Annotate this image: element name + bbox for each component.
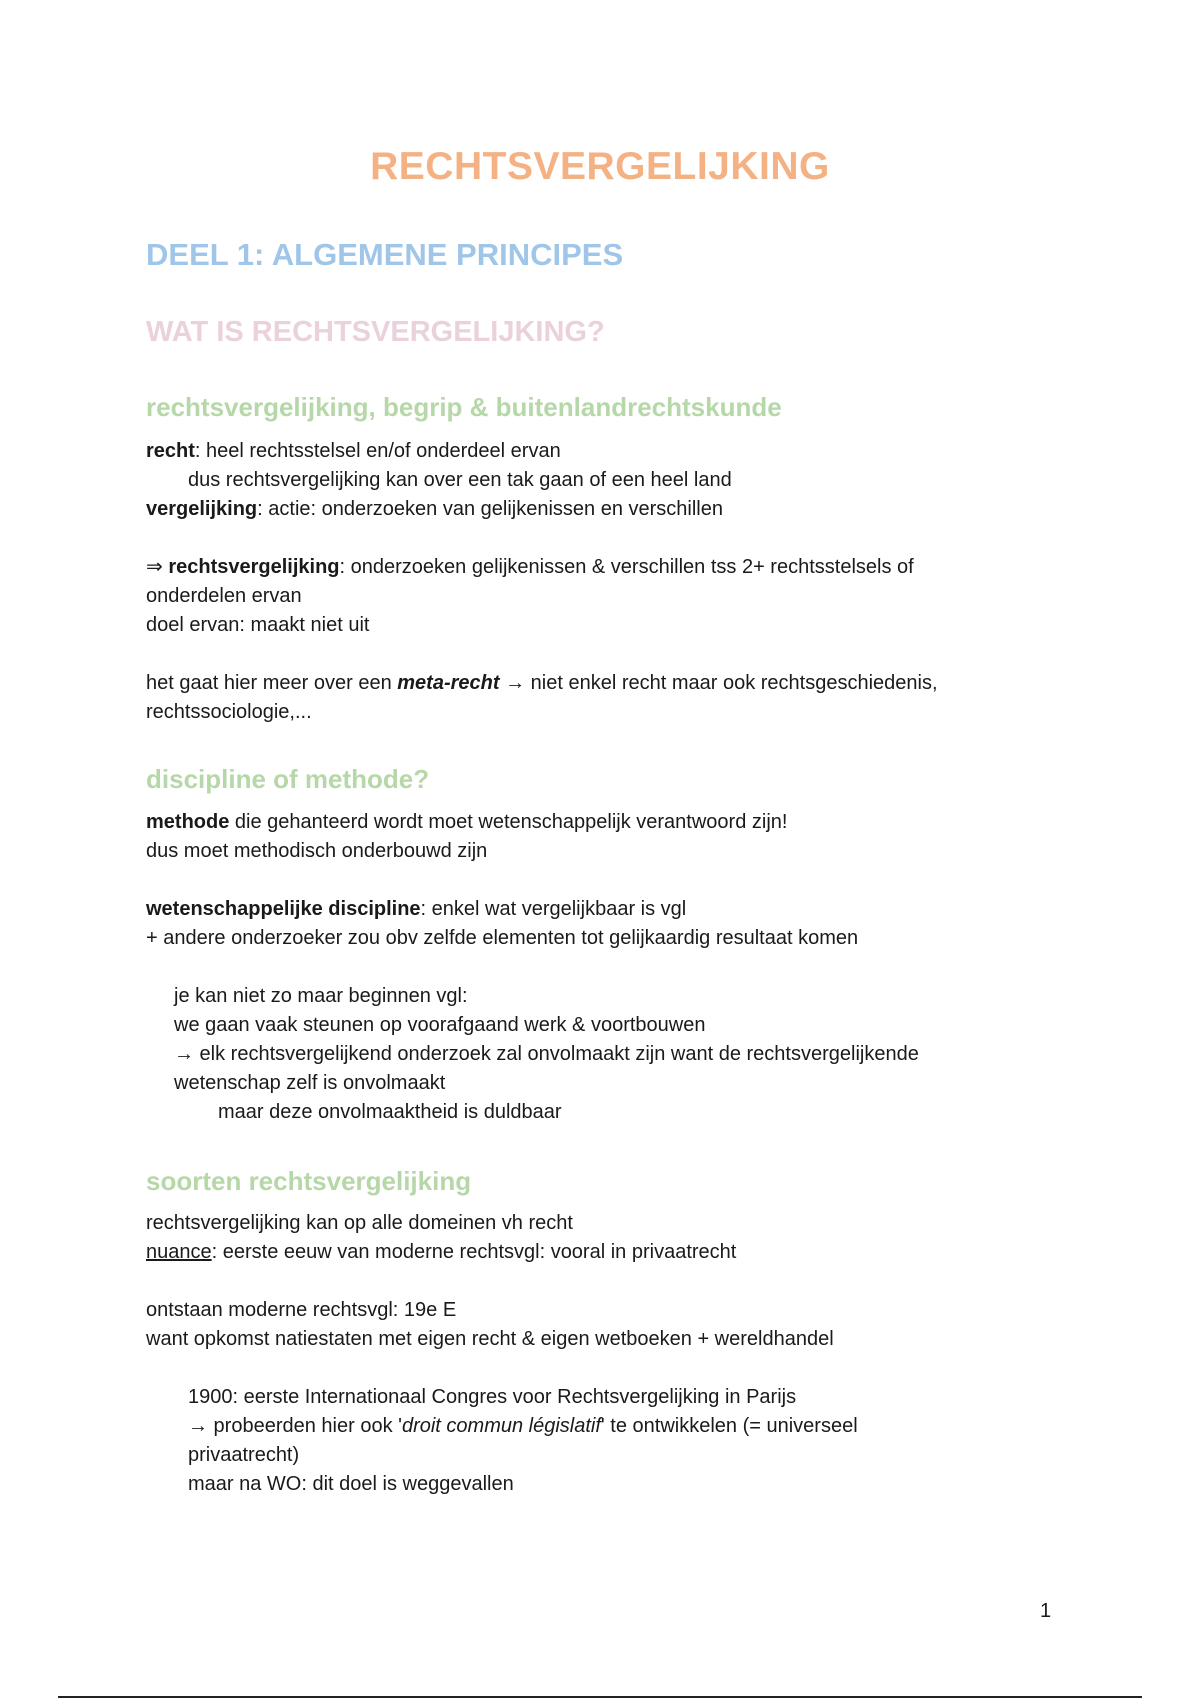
term: meta-recht — [397, 672, 500, 694]
paragraph: het gaat hier meer over een meta-recht → niet enkel recht maar ook rechtsgeschiedenis, — [146, 672, 938, 694]
paragraph: → probeerden hier ook 'droit commun législatif' te ontwikkelen (= universeel — [188, 1415, 858, 1437]
paragraph: dus moet methodisch onderbouwd zijn — [146, 840, 488, 862]
paragraph: recht: heel rechtsstelsel en/of onderdeel ervan — [146, 440, 561, 462]
page-number: 1 — [1040, 1600, 1052, 1622]
paragraph: + andere onderzoeker zou obv zelfde elementen tot gelijkaardig resultaat komen — [146, 927, 859, 949]
paragraph: maar deze onvolmaaktheid is duldbaar — [218, 1101, 562, 1123]
paragraph: 1900: eerste Internationaal Congres voor Rechtsvergelijking in Parijs — [188, 1386, 797, 1408]
paragraph: wetenschap zelf is onvolmaakt — [174, 1072, 446, 1094]
term: rechtsvergelijking — [168, 556, 340, 578]
part-heading: DEEL 1: ALGEMENE PRINCIPES — [146, 237, 624, 272]
section-body-soorten — [146, 1209, 1046, 1499]
paragraph: → elk rechtsvergelijkend onderzoek zal onvolmaakt zijn want de rechtsvergelijkende — [174, 1043, 919, 1065]
paragraph: vergelijking: actie: onderzoeken van gelijkenissen en verschillen — [146, 498, 723, 520]
paragraph: privaatrecht) — [188, 1444, 300, 1466]
paragraph: methode die gehanteerd wordt moet wetenschappelijk verantwoord zijn! — [146, 811, 788, 833]
paragraph: nuance: eerste eeuw van moderne rechtsvgl: vooral in privaatrecht — [146, 1241, 737, 1263]
paragraph: rechtsvergelijking kan op alle domeinen vh recht — [146, 1212, 573, 1234]
paragraph: wetenschappelijke discipline: enkel wat vergelijkbaar is vgl — [146, 898, 687, 920]
section-body-discipline — [146, 808, 1046, 1127]
paragraph: rechtssociologie,... — [146, 701, 312, 723]
section-body-begrip — [146, 437, 1046, 727]
section-heading-discipline: discipline of methode? — [146, 764, 430, 794]
paragraph: we gaan vaak steunen op voorafgaand werk & voortbouwen — [174, 1014, 706, 1036]
paragraph: onderdelen ervan — [146, 585, 302, 607]
paragraph: dus rechtsvergelijking kan over een tak gaan of een heel land — [188, 469, 732, 491]
paragraph: ontstaan moderne rechtsvgl: 19e E — [146, 1299, 457, 1321]
term: methode — [146, 811, 230, 833]
paragraph: je kan niet zo maar beginnen vgl: — [174, 985, 468, 1007]
paragraph: doel ervan: maakt niet uit — [146, 614, 370, 636]
paragraph: want opkomst natiestaten met eigen recht & eigen wetboeken + wereldhandel — [146, 1328, 834, 1350]
section-heading-soorten: soorten rechtsvergelijking — [146, 1166, 472, 1196]
term: vergelijking — [146, 498, 258, 520]
term: nuance — [146, 1241, 212, 1263]
implies-arrow: ⇒ — [146, 556, 169, 578]
document-title: RECHTSVERGELIJKING — [370, 145, 830, 188]
section-heading-begrip: rechtsvergelijking, begrip & buitenlandrechtskunde — [146, 392, 782, 422]
paragraph: ⇒ rechtsvergelijking: onderzoeken gelijkenissen & verschillen tss 2+ rechtsstelsels of — [146, 556, 914, 578]
chapter-heading: WAT IS RECHTSVERGELIJKING? — [146, 316, 605, 348]
term: recht — [146, 440, 195, 462]
footer-divider — [58, 1696, 1142, 1698]
term: wetenschappelijke discipline — [146, 898, 421, 920]
paragraph: maar na WO: dit doel is weggevallen — [188, 1473, 514, 1495]
